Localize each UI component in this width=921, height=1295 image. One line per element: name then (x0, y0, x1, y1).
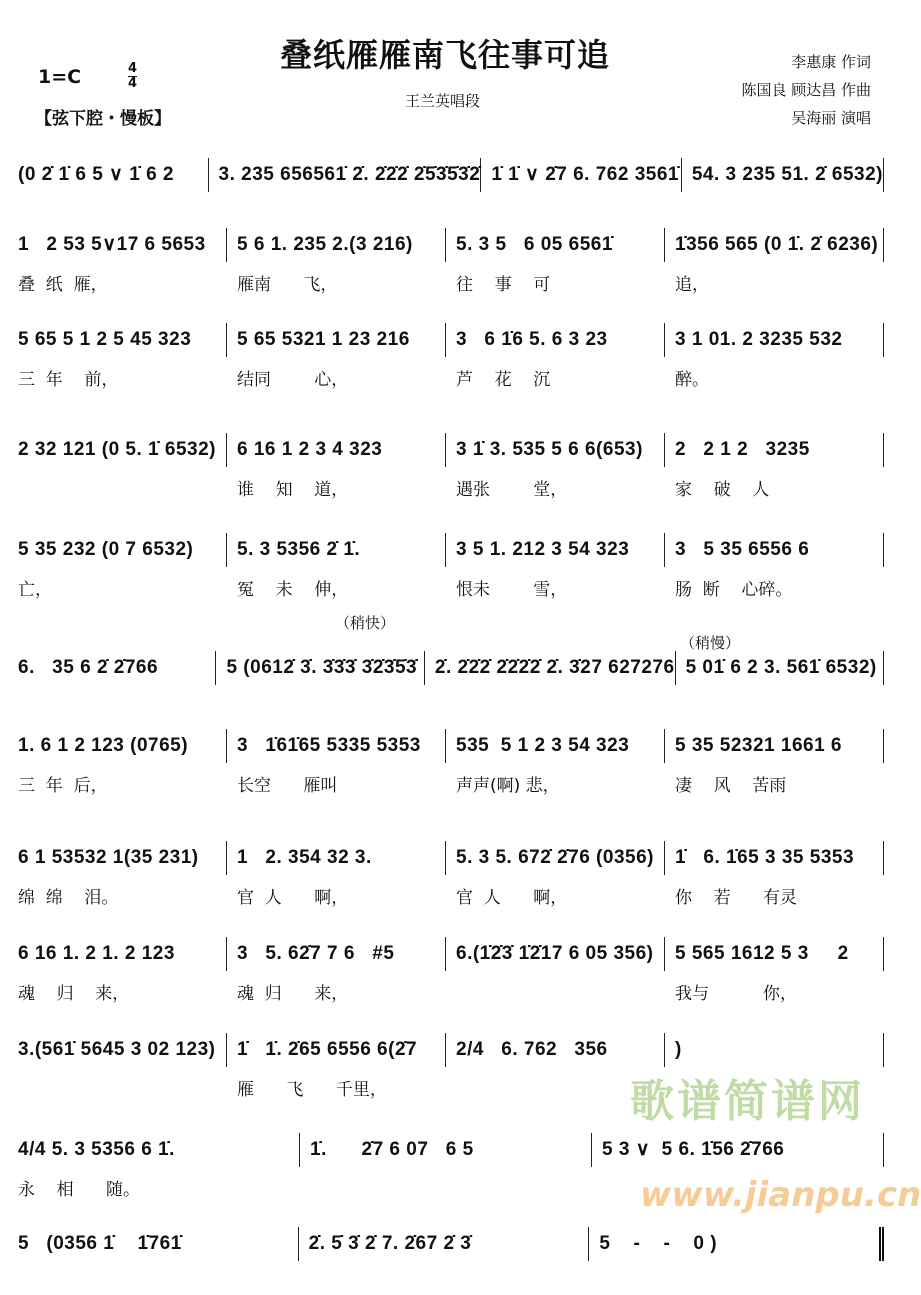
singer: 吴海丽 演唱 (791, 109, 871, 127)
lyric: 官 人 啊， (237, 888, 349, 908)
measure: 5 35 232 (0 7 6532) (18, 533, 227, 567)
lyric (18, 475, 227, 500)
lyric: 我与 你， (675, 984, 798, 1004)
score-system (18, 729, 884, 796)
measure: 5. 3 5356 2̇ 1̇. (227, 533, 446, 567)
time-bottom: 4 (128, 76, 138, 91)
notes-row (18, 433, 884, 467)
lyric: 三 年 后， (18, 776, 108, 796)
measure: ) (665, 1033, 884, 1067)
song-title: 叠纸雁雁南飞往事可追 (280, 36, 611, 74)
notes-row (18, 1133, 884, 1167)
measure: 3 1̇61̇65 5335 5353 (227, 729, 446, 763)
lyric: 醉。 (675, 370, 709, 390)
lyric: 芦 花 沉 (456, 370, 551, 390)
notes-row (18, 228, 884, 262)
notes-row (18, 1033, 884, 1067)
notes-row (18, 533, 884, 567)
measure: 2/4 6. 762 356 (446, 1033, 665, 1067)
lyric: 凄 风 苦雨 (675, 776, 787, 796)
lyric: 往 事 可 (456, 275, 551, 295)
lyric: 长空 雁叫 (237, 776, 338, 796)
measure: 3 1̇ 3. 535 5 6 6(653) (446, 433, 665, 467)
tempo-slower: （稍慢） (680, 634, 741, 652)
composer: 陈国良 顾达昌 作曲 (741, 81, 871, 99)
measure: 3 1 01. 2 3235 532 (665, 323, 884, 357)
lyrics-row (18, 575, 884, 600)
subtitle: 王兰英唱段 (405, 92, 481, 110)
notes-row (18, 158, 884, 192)
lyric (300, 1175, 592, 1200)
score-system (18, 841, 884, 908)
measure: (0 2̇ 1̇ 6 5 ∨ 1̇ 6 2 (18, 158, 209, 192)
credits (741, 48, 871, 132)
measure: 5 - - 0 ) (589, 1227, 884, 1261)
lyrics-row (18, 475, 884, 500)
lyric (446, 979, 665, 1004)
notes-row (18, 729, 884, 763)
score-system (18, 158, 884, 200)
measure: 5. 3 5. 672̇ 2̇76 (0356) (446, 841, 665, 875)
measure: 3 5. 62̇7 7 6 #5 (227, 937, 446, 971)
measure: 5 35 52321 1661 6 (665, 729, 884, 763)
score-system (18, 1133, 884, 1200)
watermark-url: www.jianpu.cn (640, 1175, 921, 1215)
measure: 535 5 1 2 3 54 323 (446, 729, 665, 763)
lyric: 肠 断 心碎。 (675, 580, 793, 600)
lyric: 家 破 人 (675, 480, 770, 500)
lyric (18, 1075, 227, 1100)
time-signature (128, 62, 137, 91)
lyric: 结同 心， (237, 370, 349, 390)
measure: 1̇356 565 (0 1̇. 2̇ 6236) (665, 228, 884, 262)
key-signature: 1=C (38, 66, 82, 88)
lyric (592, 1175, 884, 1200)
score-system (18, 323, 884, 390)
score-system (18, 651, 884, 693)
measure: 5. 3 5 6 05 6561̇ (446, 228, 665, 262)
style-marking: 【弦下腔・慢板】 (35, 109, 171, 129)
measure: 6 16 1. 2 1. 2 123 (18, 937, 227, 971)
measure: 1. 6 1 2 123 (0765) (18, 729, 227, 763)
measure: 1 2. 354 32 3. (227, 841, 446, 875)
lyric: 冤 未 伸， (237, 580, 349, 600)
lyric: 官 人 啊， (456, 888, 568, 908)
notes-row (18, 1227, 884, 1261)
measure: 1̇ 6. 1̇65 3 35 5353 (665, 841, 884, 875)
lyric: 谁 知 道， (237, 480, 349, 500)
measure: 2̇. 5̇ 3̇ 2̇ 7. 2̇67 2̇ 3̇ (299, 1227, 590, 1261)
lyric (446, 1075, 665, 1100)
measure: 5 6 1. 235 2.(3 216) (227, 228, 446, 262)
score-system (18, 533, 884, 600)
measure: 5 565 1612 5 3 2 (665, 937, 884, 971)
lyrics-row (18, 771, 884, 796)
lyric: 追， (675, 275, 709, 295)
lyric: 绵 绵 泪。 (18, 888, 119, 908)
lyrics-row (18, 1075, 884, 1100)
measure: 3 5 35 6556 6 (665, 533, 884, 567)
lyric: 遇张 堂， (456, 480, 568, 500)
lyric: 雁南 飞， (237, 275, 338, 295)
lyric: 你 若 有灵 (675, 888, 798, 908)
lyrics-row (18, 270, 884, 295)
score-system (18, 1227, 884, 1269)
notes-row (18, 841, 884, 875)
measure: 5 3 ∨ 5 6. 1̇56 2̇766 (592, 1133, 884, 1167)
lyric: 魂 归 来， (237, 984, 349, 1004)
measure: 4/4 5. 3 5356 6 1̇. (18, 1133, 300, 1167)
measure: 1̇ 1̇ ∨ 2̇7 6. 762 3561̇ (481, 158, 682, 192)
measure: 1̇ 1̇. 2̇65 6556 6(2̇7 (227, 1033, 446, 1067)
lyric: 亡， (18, 580, 52, 600)
measure: 3. 235 656561̇ 2̇. 2̇2̇2̇ 2̇5̇3̇5̇3̇2̇ (209, 158, 482, 192)
lyrics-row (18, 365, 884, 390)
measure: 2̇. 2̇2̇2̇ 2̇2̇2̇2̇ 2̇. 3̇27 627276 (425, 651, 676, 685)
lyric: 魂 归 来， (18, 984, 130, 1004)
tempo-faster: （稍快） (335, 614, 396, 632)
lyric: 恨未 雪， (456, 580, 568, 600)
measure: 6.(1̇2̇3̇ 1̇2̇17 6 05 356) (446, 937, 665, 971)
lyric: 三 年 前， (18, 370, 119, 390)
measure: 5 01̇ 6 2 3. 561̇ 6532) (676, 651, 884, 685)
lyrics-row (18, 1175, 884, 1200)
measure: 6. 35 6 2̇ 2̇766 (18, 651, 216, 685)
score-system (18, 228, 884, 295)
score-system (18, 937, 884, 1004)
lyric: 雁 飞 千里， (237, 1080, 387, 1100)
measure: 3.(561̇ 5645 3 02 123) (18, 1033, 227, 1067)
measure: 5 65 5321 1 23 216 (227, 323, 446, 357)
lyricist: 李惠康 作词 (791, 53, 871, 71)
notes-row (18, 323, 884, 357)
measure: 6 16 1 2 3 4 323 (227, 433, 446, 467)
score-system (18, 1033, 884, 1100)
lyrics-row (18, 883, 884, 908)
measure: 5 (0356 1̇ 1̇761̇ (18, 1227, 299, 1261)
lyric: 叠 纸 雁， (18, 275, 108, 295)
measure: 3 6 1̇6 5. 6 3 23 (446, 323, 665, 357)
measure: 6 1 53532 1(35 231) (18, 841, 227, 875)
notes-row (18, 937, 884, 971)
lyric (665, 1075, 884, 1100)
measure: 54. 3 235 51. 2̇ 6532) (682, 158, 884, 192)
measure: 2 32 121 (0 5. 1̇ 6532) (18, 433, 227, 467)
notes-row (18, 651, 884, 685)
measure: 5 (0612̇ 3̇. 3̇3̇3̇ 3̇2̇3̇5̇3̇ (216, 651, 424, 685)
lyric: 永 相 随。 (18, 1180, 141, 1200)
lyric: 声声(啊) 悲， (456, 776, 560, 796)
lyrics-row (18, 979, 884, 1004)
watermark-logo: 歌谱简谱网 (630, 1076, 865, 1127)
score-system (18, 433, 884, 500)
measure: 3 5 1. 212 3 54 323 (446, 533, 665, 567)
measure: 1 2 53 5∨17 6 5653 (18, 228, 227, 262)
measure: 2 2 1 2 3235 (665, 433, 884, 467)
time-top: 4 (128, 61, 138, 76)
measure: 1̇. 2̇7 6 07 6 5 (300, 1133, 592, 1167)
measure: 5 65 5 1 2 5 45 323 (18, 323, 227, 357)
